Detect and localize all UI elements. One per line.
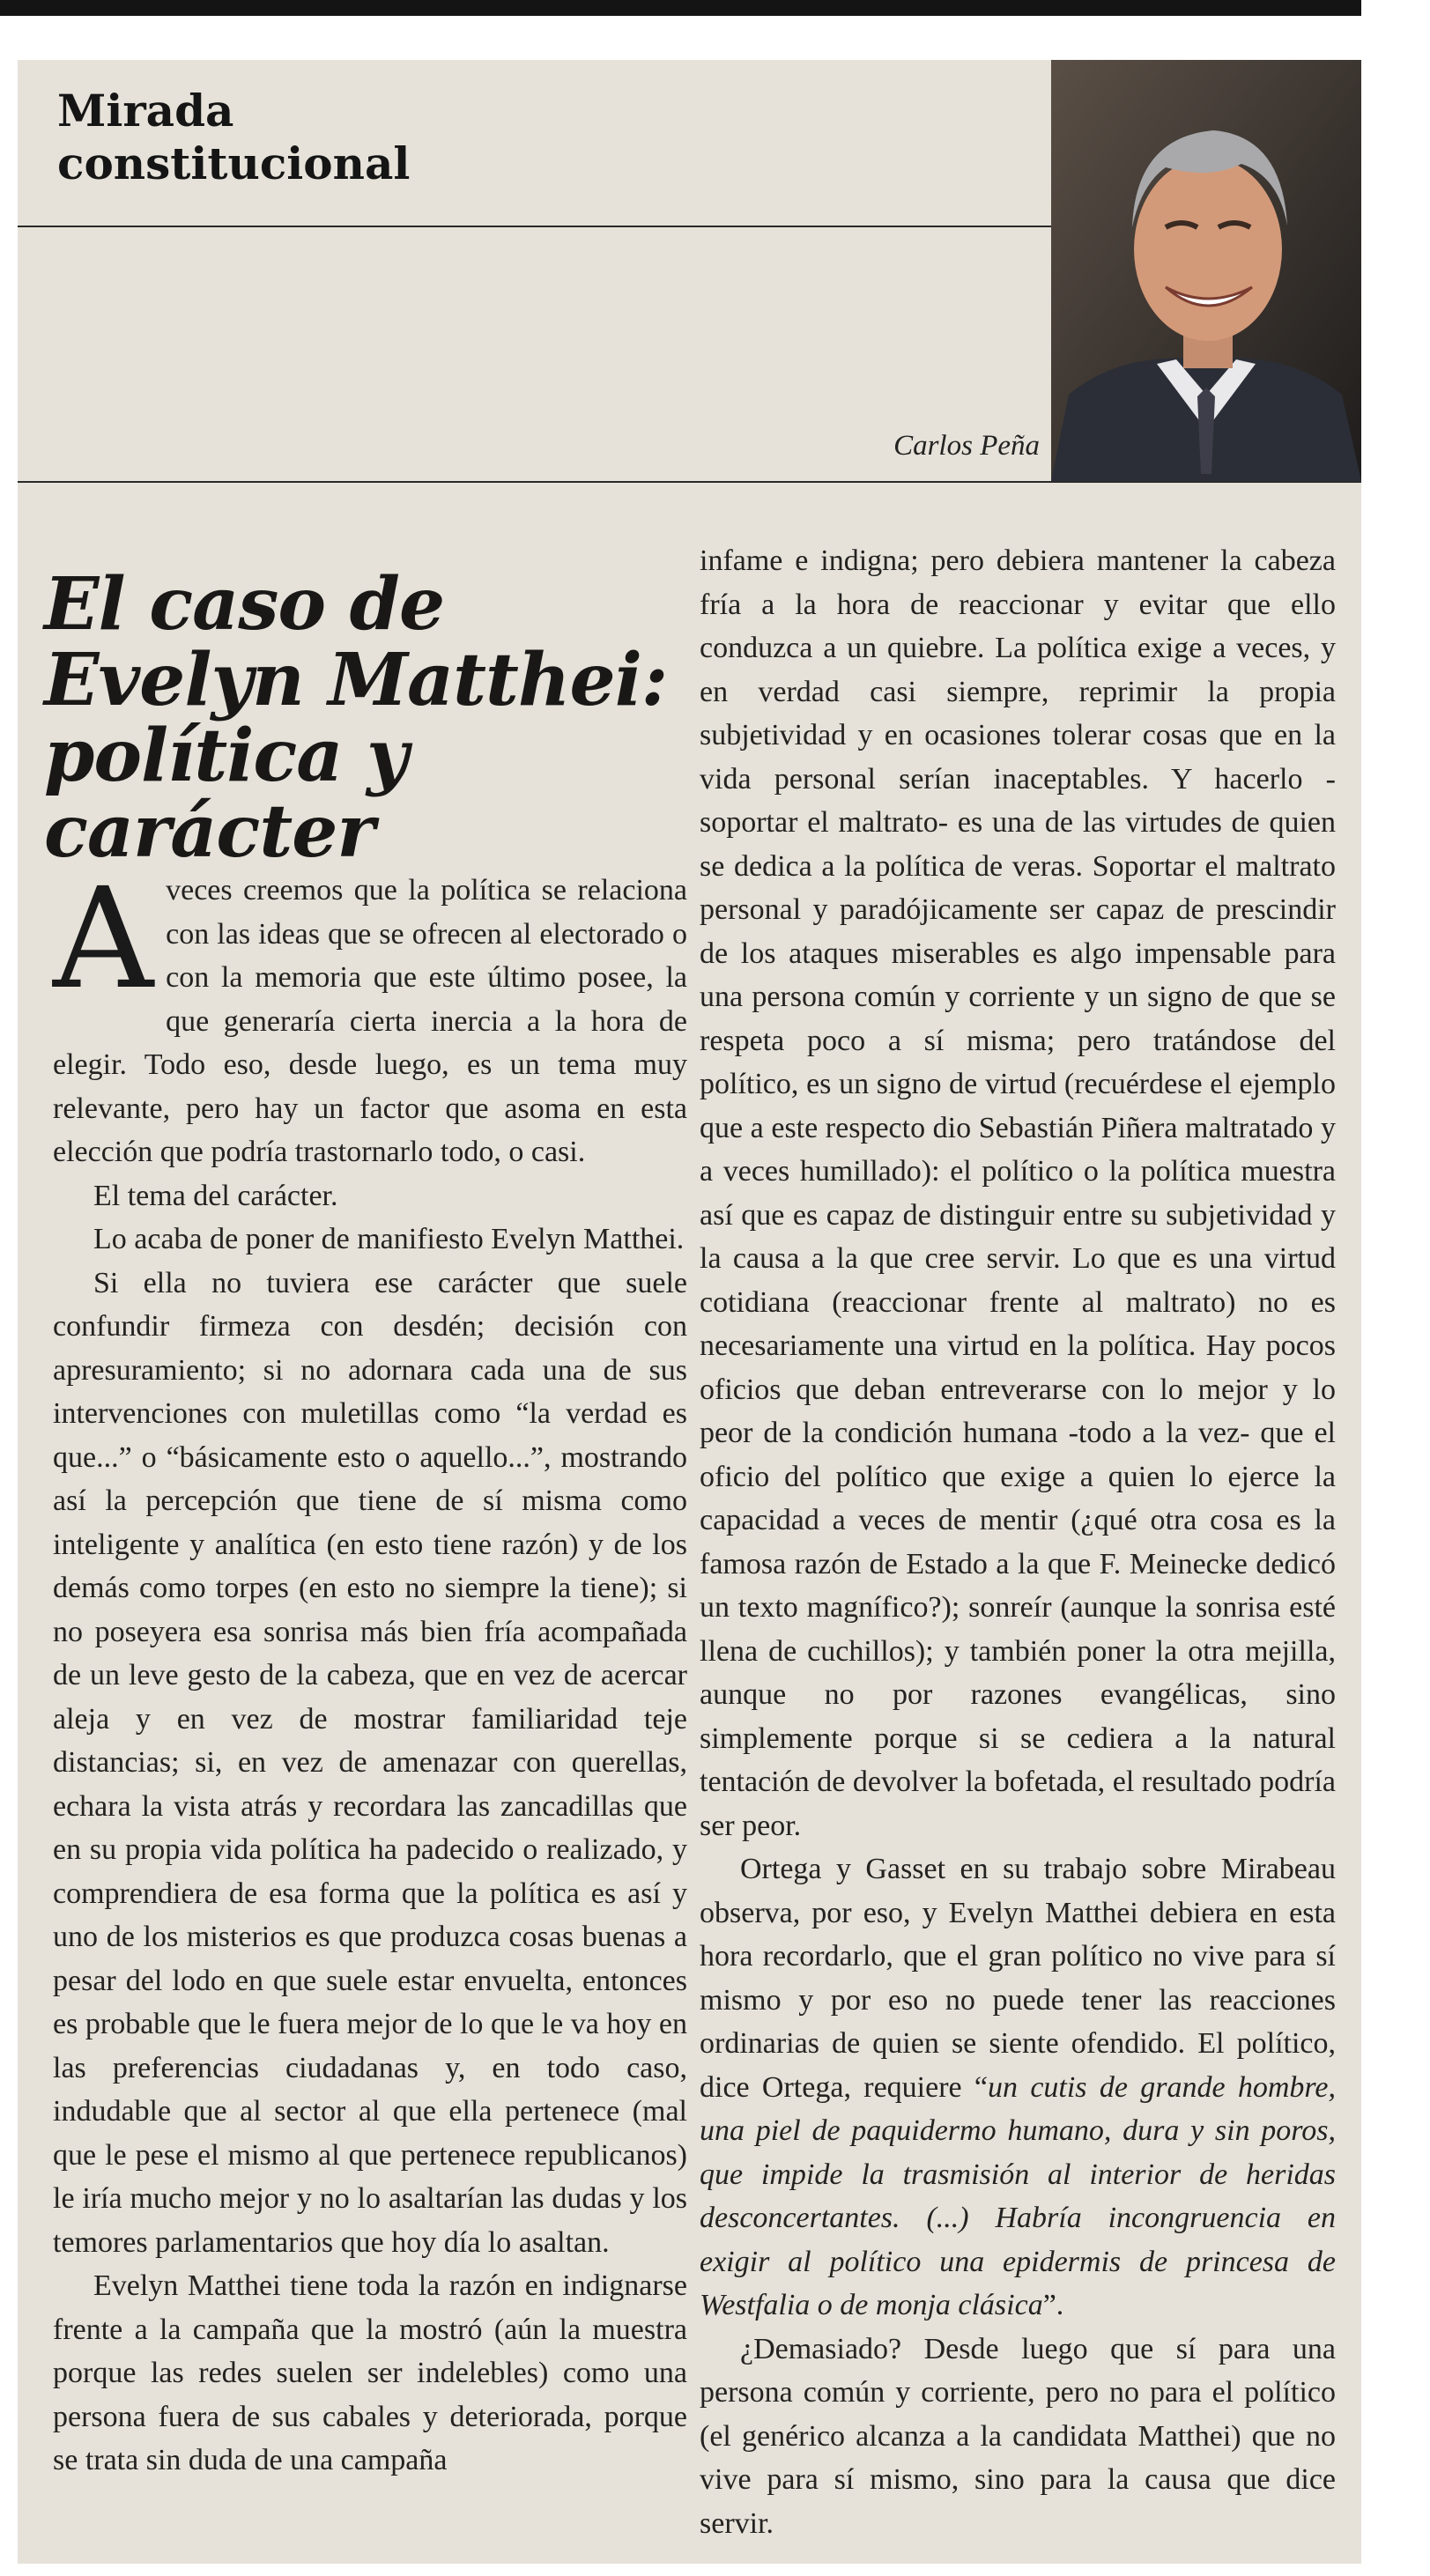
quote-close: ”. xyxy=(1042,2289,1064,2321)
text-column-right xyxy=(700,539,1336,2545)
author-byline: Carlos Peña xyxy=(893,430,1040,462)
paragraph: infame e indigna; pero debiera mantener la cabeza fría a la hora de reaccionar y evitar que ello conduzca a un quiebre. La política exige a veces, y en verdad casi siempre, reprimir la propia subjetividad y en ocasiones tolerar cosas que en la vida personal serían inaceptables. Y hacerlo -soportar el maltrato- es una de las virtudes de quien se dedica a la política de veras. Soportar el maltrato personal y paradójicamente ser capaz de prescindir de los ataques miserables es algo impensable para una persona común y corriente y un signo de que se respeta poco a sí misma; pero tratándose del político, es un signo de virtud (recuérdese el ejemplo que a este respecto dio Sebastián Piñera maltratado y a veces humillado): el político o la política muestra así que es capaz de distinguir entre su subjetividad y la causa a la que cree servir. Lo que es una virtud cotidiana (reaccionar frente al maltrato) no es necesariamente una virtud en la política. Hay pocos oficios que deban entreverarse con lo mejor y lo peor de la condición humana -todo a la vez- que el oficio del político que exige a quien lo ejerce la capacidad a veces de mentir (¿qué otra cosa es la famosa razón de Estado a la que F. Meinecke dedicó un texto magnífico?); sonreír (aunque la sonrisa esté llena de cuchillos); y también poner la otra mejilla, aunque no por razones evangélicas, sino simplemente porque si se cediera a la natural tentación de devolver la bofetada, el resultado podría ser peor. xyxy=(700,544,1336,1842)
section-kicker xyxy=(57,85,1026,190)
paragraph: ¿Demasiado? Desde luego que sí para una persona común y corriente, pero no para el político (el genérico alcanza a la candidata Matthei) que no vive para sí mismo, sino para la causa que dice servir. xyxy=(700,2332,1336,2540)
paragraph xyxy=(53,858,687,1174)
kicker-line-1: Mirada xyxy=(57,85,234,137)
paragraph-text: veces creemos que la política se relaciona con las ideas que se ofrecen al electorado o con la memoria que este último posee, la que generaría cierta inercia a la hora de elegir. Todo eso, desde luego, es un tema muy relevante, pero hay un factor que asoma en esta elección que podría trastornarlo todo, o casi. xyxy=(53,874,687,1168)
paragraph: Lo acaba de poner de manifiesto Evelyn Matthei. xyxy=(93,1223,685,1255)
kicker-line-2: constitucional xyxy=(57,137,411,189)
ortega-quote: un cutis de grande hombre, una piel de paquidermo humano, dura y sin poros, que impide la trasmisión al interior de heridas desconcertantes. (...) Habría incongruencia en exigir al político una epidermis de princesa de Westfalia o de monja clásica xyxy=(700,2070,1336,2321)
header-strip xyxy=(18,60,1361,481)
paragraph: El tema del carácter. xyxy=(93,1179,338,1212)
paragraph-text: Ortega y Gasset en su trabajo sobre Mirabeau observa, por eso, y Evelyn Matthei debiera en esta hora recordarlo, que el gran político no vive para sí mismo y por eso no puede tener las reacciones ordinarias de quien se siente ofendido. El político, dice Ortega, requiere “ xyxy=(700,1853,1336,2104)
author-photo xyxy=(1051,60,1361,481)
header-rule xyxy=(18,226,1051,227)
top-bar xyxy=(0,0,1361,16)
paragraph xyxy=(700,1847,1336,2328)
drop-cap: A xyxy=(53,858,154,1020)
header-bottom-rule xyxy=(18,481,1361,483)
text-column-left xyxy=(53,858,687,2483)
article-headline: El caso de Evelyn Matthei: política y carácter xyxy=(44,561,668,874)
article-page xyxy=(18,60,1361,2564)
paragraph: Evelyn Matthei tiene toda la razón en indignarse frente a la campaña que la mostró (aún la muestra porque las redes suelen ser indelebles) como una persona fuera de sus cabales y deteriorada, porque se trata sin duda de una campaña xyxy=(53,2269,687,2476)
paragraph: Si ella no tuviera ese carácter que suele confundir firmeza con desdén; decisión con apresuramiento; si no adornara cada una de sus intervenciones con muletillas como “la verdad es que...” o “básicamente esto o aquello...”, mostrando así la percepción que tiene de sí misma como inteligente y analítica (en esto tiene razón) y de los demás como torpes (en esto no siempre la tiene); si no poseyera esa sonrisa más bien fría acompañada de un leve gesto de la cabeza, que en vez de acercar aleja y en vez de mostrar familiaridad teje distancias; si, en vez de amenazar con querellas, echara la vista atrás y recordara las zancadillas que en su propia vida política ha padecido o realizado, y comprendiera de esa forma que la política es así y uno de los misterios es que produzca cosas buenas a pesar del lodo en que suele estar envuelta, entonces es probable que le fuera mejor de lo que le va hoy en las preferencias ciudadanas y, en todo caso, indudable que al sector al que ella pertenece (mal que le pese el mismo al que pertenece republicanos) le iría mucho mejor y no lo asaltarían las dudas y los temores parlamentarios que hoy día lo asaltan. xyxy=(53,1266,687,2259)
